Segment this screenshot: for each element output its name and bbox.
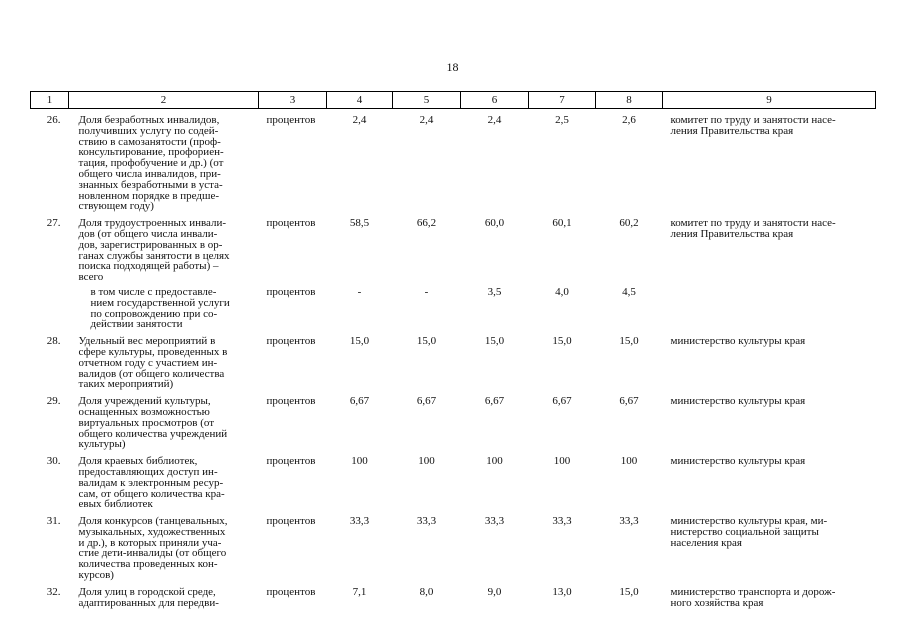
responsible-cell: министерство культуры края bbox=[670, 335, 806, 348]
indicator-name: Доля конкурсов (танцевальных, музыкальных, художественных и др.), в которых приняли уча- стие дети-инвалиды (от общего количества проведенных кон- курсов) bbox=[78, 515, 228, 582]
table-row bbox=[31, 510, 876, 581]
row-number: 30. bbox=[46, 455, 61, 468]
indicator-name: в том числе с предоставле- нием государственной услуги по сопровождению при со- действии занятости bbox=[90, 285, 230, 331]
table-row bbox=[31, 212, 876, 283]
value-cell: 2,4 bbox=[419, 114, 434, 126]
table-row bbox=[31, 581, 876, 609]
header-cell: 3 bbox=[259, 92, 327, 109]
header-cell: 8 bbox=[596, 92, 663, 109]
value-cell: 15,0 bbox=[484, 335, 505, 348]
value-cell: 66,2 bbox=[416, 217, 437, 230]
value-cell: 2,4 bbox=[487, 114, 502, 126]
page-number: 18 bbox=[446, 60, 459, 74]
unit-cell: процентов bbox=[266, 515, 316, 528]
unit-cell: процентов bbox=[266, 217, 316, 230]
header-cell: 6 bbox=[461, 92, 529, 109]
row-number: 32. bbox=[46, 585, 61, 598]
responsible-cell: комитет по труду и занятости насе- ления Правительства края bbox=[670, 217, 836, 240]
value-cell: 33,3 bbox=[416, 515, 437, 528]
value-cell: 2,5 bbox=[555, 114, 569, 126]
row-number: 26. bbox=[46, 114, 61, 126]
value-cell: 4,5 bbox=[622, 285, 636, 298]
table-row bbox=[31, 109, 876, 213]
indicator-name: Доля трудоустроенных инвали- дов (от общего числа инвали- дов, зарегистрированных в ор- ганах службы занятости в целях поиска подходящей работы) – всего bbox=[78, 217, 230, 284]
value-cell: 9,0 bbox=[487, 585, 502, 598]
value-cell: 15,0 bbox=[552, 335, 572, 348]
value-cell: 15,0 bbox=[619, 585, 639, 598]
value-cell: 6,67 bbox=[484, 395, 505, 408]
value-cell: 6,67 bbox=[416, 395, 437, 408]
value-cell: 6,67 bbox=[619, 395, 639, 408]
header-cell: 9 bbox=[663, 92, 876, 109]
row-number bbox=[31, 283, 69, 330]
unit-cell: процентов bbox=[266, 335, 316, 348]
value-cell: 13,0 bbox=[552, 585, 572, 598]
indicator-name: Доля учреждений культуры, оснащенных возможностью виртуальных просмотров (от общего количества учреждений культуры) bbox=[78, 395, 228, 451]
row-number: 27. bbox=[46, 217, 61, 230]
indicators-table bbox=[30, 91, 876, 608]
value-cell: 2,4 bbox=[352, 114, 367, 126]
value-cell: 58,5 bbox=[349, 217, 370, 230]
header-row bbox=[31, 92, 876, 109]
table-body bbox=[31, 109, 876, 609]
table-row bbox=[31, 450, 876, 510]
indicator-name: Удельный вес мероприятий в сфере культуры, проведенных в отчетном году с участием ин- валидов (от общего количества таких мероприятий) bbox=[78, 335, 228, 391]
unit-cell: процентов bbox=[266, 585, 316, 598]
row-number: 31. bbox=[46, 515, 61, 528]
row-number: 28. bbox=[46, 335, 61, 348]
value-cell: 4,0 bbox=[555, 285, 569, 298]
indicator-name: Доля улиц в городской среде, адаптированных для передви- bbox=[78, 585, 219, 609]
responsible-cell bbox=[663, 283, 876, 330]
value-cell: 7,1 bbox=[352, 585, 367, 598]
value-cell: 15,0 bbox=[416, 335, 437, 348]
header-cell: 7 bbox=[529, 92, 596, 109]
table-subrow bbox=[31, 283, 876, 330]
unit-cell: процентов bbox=[266, 114, 316, 126]
value-cell: 100 bbox=[620, 455, 638, 468]
value-cell: 6,67 bbox=[349, 395, 370, 408]
responsible-cell: комитет по труду и занятости насе- ления Правительства края bbox=[670, 114, 836, 137]
responsible-cell: министерство культуры края, ми- нистерство социальной защиты населения края bbox=[670, 515, 828, 549]
table-row bbox=[31, 330, 876, 390]
value-cell: 33,3 bbox=[552, 515, 572, 528]
value-cell: 33,3 bbox=[619, 515, 639, 528]
value-cell: 33,3 bbox=[484, 515, 505, 528]
value-cell: 15,0 bbox=[619, 335, 639, 348]
header-cell: 1 bbox=[31, 92, 69, 109]
value-cell: 15,0 bbox=[349, 335, 370, 348]
value-cell: 60,2 bbox=[619, 217, 639, 230]
value-cell: 6,67 bbox=[552, 395, 572, 408]
responsible-cell: министерство культуры края bbox=[670, 395, 806, 408]
value-cell: 3,5 bbox=[487, 285, 502, 298]
row-number: 29. bbox=[46, 395, 61, 408]
value-cell: 33,3 bbox=[349, 515, 370, 528]
indicator-name: Доля безработных инвалидов, получивших услугу по содей- ствию в самозанятости (проф- консультирование, профориен- тация, профобучение и др.) (от общего числа инвалидов, при- знанных безработными в уста- новленном порядке в предше- ствующем году) bbox=[78, 114, 224, 213]
value-cell: - bbox=[357, 285, 362, 298]
table-row bbox=[31, 390, 876, 450]
indicator-name: Доля краевых библиотек, предоставляющих доступ ин- валидам к электронным ресур- сам, от общего количества кра- евых библиотек bbox=[78, 455, 225, 511]
header-cell: 4 bbox=[327, 92, 393, 109]
responsible-cell: министерство культуры края bbox=[670, 455, 806, 468]
value-cell: 100 bbox=[553, 455, 571, 468]
value-cell: 2,6 bbox=[622, 114, 636, 126]
value-cell: 60,0 bbox=[484, 217, 505, 230]
unit-cell: процентов bbox=[266, 455, 316, 468]
unit-cell: процентов bbox=[266, 285, 316, 298]
value-cell: 100 bbox=[486, 455, 503, 468]
value-cell: 60,1 bbox=[552, 217, 572, 230]
unit-cell: процентов bbox=[266, 395, 316, 408]
table-header bbox=[31, 92, 876, 109]
value-cell: 100 bbox=[418, 455, 435, 468]
header-cell: 5 bbox=[393, 92, 461, 109]
value-cell: - bbox=[424, 285, 429, 298]
value-cell: 8,0 bbox=[419, 585, 434, 598]
header-cell: 2 bbox=[69, 92, 259, 109]
value-cell: 100 bbox=[351, 455, 368, 468]
responsible-cell: министерство транспорта и дорож- ного хозяйства края bbox=[670, 585, 836, 609]
